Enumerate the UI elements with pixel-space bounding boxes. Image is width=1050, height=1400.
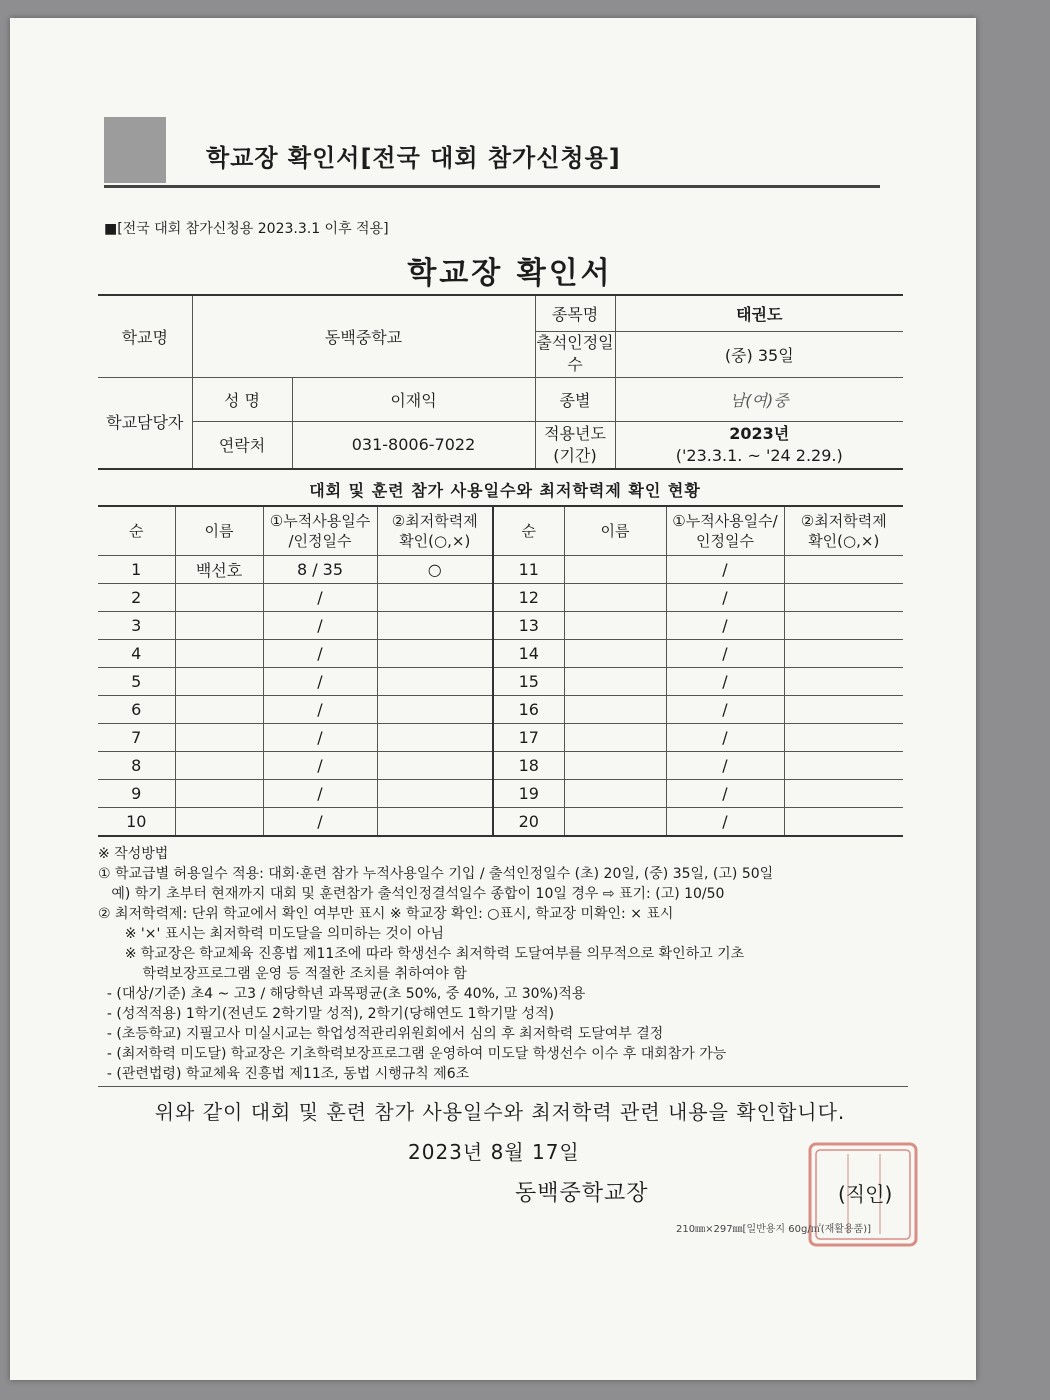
row-number-2: 20 (493, 808, 564, 837)
row-days-2: / (666, 668, 784, 696)
document-title: 학교장 확인서 (407, 256, 613, 291)
row-check-2 (784, 780, 903, 808)
form-subtitle: ■[전국 대회 참가신청용 2023.3.1 이후 적용] (104, 221, 389, 237)
notes-divider (98, 1086, 908, 1087)
row-days: / (263, 696, 377, 724)
col-check-line2: 확인(○,×) (399, 532, 471, 550)
row-name (175, 612, 263, 640)
row-days-2: / (666, 724, 784, 752)
row-number: 10 (98, 808, 175, 837)
row-name-2 (564, 724, 666, 752)
row-days-2: / (666, 640, 784, 668)
col-no: 순 (98, 506, 175, 556)
contact-label: 연락처 (192, 421, 292, 469)
roster-header-row (98, 506, 903, 556)
row-name (175, 668, 263, 696)
row-check-2 (784, 668, 903, 696)
note-line: 예) 학기 초부터 현재까지 대회 및 훈련참가 출석인정결석일수 종합이 10일 경우 ⇨ 표기: (고) 10/50 (98, 886, 725, 902)
row-days: / (263, 640, 377, 668)
note-line: - (초등학교) 지필고사 미실시교는 학업성적관리위원회에서 심의 후 최저학력 도달여부 결정 (98, 1026, 664, 1042)
school-label: 학교명 (98, 295, 192, 377)
row-name (175, 584, 263, 612)
row-check-2 (784, 696, 903, 724)
name-label: 성 명 (192, 377, 292, 421)
table-row (98, 780, 903, 808)
note-line: ① 학교급별 허용일수 적용: 대회·훈련 참가 누적사용일수 기입 / 출석인정일수 (초) 20일, (중) 35일, (고) 50일 (98, 866, 774, 882)
col-days-line2: /인정일수 (288, 532, 352, 550)
row-number-2: 11 (493, 556, 564, 584)
row-number: 7 (98, 724, 175, 752)
row-name (175, 808, 263, 837)
row-number-2: 14 (493, 640, 564, 668)
row-name-2 (564, 612, 666, 640)
note-line: 학력보장프로그램 운영 등 적절한 조치를 취하여야 함 (98, 966, 467, 982)
seal-label: (직인) (838, 1182, 893, 1206)
row-name (175, 752, 263, 780)
row-name-2 (564, 584, 666, 612)
row-check (377, 584, 493, 612)
row-days-2: / (666, 584, 784, 612)
row-name (175, 696, 263, 724)
col-days (263, 506, 377, 556)
row-days: / (263, 780, 377, 808)
table-row (98, 640, 903, 668)
col-name-2: 이름 (564, 506, 666, 556)
note-line: - (대상/기준) 초4 ~ 고3 / 해당학년 과목평균(초 50%, 중 40%, 고 30%)적용 (98, 986, 586, 1002)
category-label: 종별 (535, 377, 615, 421)
row-check-2 (784, 640, 903, 668)
roster-table (98, 505, 903, 837)
note-line: - (관련법령) 학교체육 진흥법 제11조, 동법 시행규칙 제6조 (98, 1066, 470, 1082)
header-title: 학교장 확인서[전국 대회 참가신청용] (206, 144, 621, 172)
row-check: ○ (377, 556, 493, 584)
row-check (377, 612, 493, 640)
writing-instructions (98, 844, 908, 1084)
note-line: ※ '×' 표시는 최저학력 미도달을 의미하는 것이 아님 (98, 926, 444, 942)
row-name-2 (564, 668, 666, 696)
row-number-2: 16 (493, 696, 564, 724)
header-marker (104, 117, 166, 183)
row-check (377, 808, 493, 837)
row-days: / (263, 724, 377, 752)
row-name-2 (564, 556, 666, 584)
table-row (98, 808, 903, 837)
note-line: - (최저학력 미도달) 학교장은 기초학력보장프로그램 운영하여 미도달 학생선수 이수 후 대회참가 가능 (98, 1046, 727, 1062)
confirmation-statement: 위와 같이 대회 및 훈련 참가 사용일수와 최저학력 관련 내용을 확인합니다. (154, 1100, 846, 1124)
col-days2-line2: 인정일수 (696, 532, 754, 550)
paper-spec: 210㎜×297㎜[일반용지 60g/㎡(재활용품)] (676, 1224, 872, 1235)
row-check (377, 668, 493, 696)
row-name-2 (564, 696, 666, 724)
row-days-2: / (666, 696, 784, 724)
row-check-2 (784, 584, 903, 612)
note-line: - (성적적용) 1학기(전년도 2학기말 성적), 2학기(당해연도 1학기말 성적) (98, 1006, 555, 1022)
attendance-value: (중) 35일 (615, 331, 903, 377)
principal-title: 동백중학교장 (515, 1181, 649, 1206)
col-check2-line1: ②최저학력제 (800, 511, 887, 530)
row-check (377, 724, 493, 752)
row-name: 백선호 (175, 556, 263, 584)
event-label: 종목명 (535, 295, 615, 331)
row-number-2: 18 (493, 752, 564, 780)
row-name-2 (564, 780, 666, 808)
row-name-2 (564, 808, 666, 837)
category-value: 남(여)중 (615, 377, 903, 421)
col-days-2 (666, 506, 784, 556)
row-check-2 (784, 724, 903, 752)
table-row (98, 584, 903, 612)
row-number: 2 (98, 584, 175, 612)
col-days-line1: ①누적사용일수 (269, 511, 371, 530)
row-days: 8 / 35 (263, 556, 377, 584)
attendance-label: 출석인정일수 (535, 331, 615, 377)
period-value: ('23.3.1. ~ '24 2.29.) (675, 445, 843, 465)
row-number: 8 (98, 752, 175, 780)
year-label: 적용년도(기간) (535, 421, 615, 469)
col-no-2: 순 (493, 506, 564, 556)
col-check-line1: ②최저학력제 (391, 511, 478, 530)
col-check2-line2: 확인(○,×) (808, 532, 880, 550)
row-days-2: / (666, 808, 784, 837)
row-days-2: / (666, 752, 784, 780)
row-number: 5 (98, 668, 175, 696)
row-number-2: 19 (493, 780, 564, 808)
table-row (98, 612, 903, 640)
row-number: 3 (98, 612, 175, 640)
row-number: 4 (98, 640, 175, 668)
roster-body (98, 556, 903, 837)
event-value: 태권도 (615, 295, 903, 331)
note-line: ※ 학교장은 학교체육 진흥법 제11조에 따라 학생선수 최저학력 도달여부를 의무적으로 확인하고 기초 (98, 946, 745, 962)
row-check-2 (784, 808, 903, 837)
row-name (175, 724, 263, 752)
header-divider (104, 185, 880, 188)
school-value: 동백중학교 (192, 295, 535, 377)
col-days2-line1: ①누적사용일수/ (672, 511, 778, 530)
name-value: 이재익 (292, 377, 535, 421)
col-check (377, 506, 493, 556)
row-days-2: / (666, 780, 784, 808)
school-info-table (98, 294, 903, 470)
section-title: 대회 및 훈련 참가 사용일수와 최저학력제 확인 현황 (309, 481, 701, 500)
col-name: 이름 (175, 506, 263, 556)
table-row (98, 668, 903, 696)
note-line: ※ 작성방법 (98, 846, 169, 862)
row-check (377, 640, 493, 668)
row-days: / (263, 668, 377, 696)
row-days-2: / (666, 556, 784, 584)
row-check-2 (784, 556, 903, 584)
row-check-2 (784, 752, 903, 780)
row-name-2 (564, 752, 666, 780)
col-check-2 (784, 506, 903, 556)
issue-date: 2023년 8월 17일 (408, 1140, 580, 1164)
row-days: / (263, 752, 377, 780)
row-check (377, 780, 493, 808)
row-number: 9 (98, 780, 175, 808)
row-days: / (263, 584, 377, 612)
row-number-2: 15 (493, 668, 564, 696)
row-name-2 (564, 640, 666, 668)
table-row (98, 696, 903, 724)
row-number-2: 12 (493, 584, 564, 612)
row-number: 6 (98, 696, 175, 724)
contact-value: 031-8006-7022 (292, 421, 535, 469)
row-days-2: / (666, 612, 784, 640)
row-name (175, 780, 263, 808)
table-row (98, 752, 903, 780)
row-name (175, 640, 263, 668)
row-check-2 (784, 612, 903, 640)
year-cell (615, 421, 903, 469)
manager-label: 학교담당자 (98, 377, 192, 469)
row-number-2: 13 (493, 612, 564, 640)
year-value: 2023년 (729, 424, 790, 444)
row-check (377, 752, 493, 780)
row-days: / (263, 808, 377, 837)
row-number: 1 (98, 556, 175, 584)
row-number-2: 17 (493, 724, 564, 752)
table-row (98, 724, 903, 752)
row-check (377, 696, 493, 724)
row-days: / (263, 612, 377, 640)
note-line: ② 최저학력제: 단위 학교에서 확인 여부만 표시 ※ 학교장 확인: ○표시, 학교장 미확인: × 표시 (98, 906, 674, 922)
table-row (98, 556, 903, 584)
